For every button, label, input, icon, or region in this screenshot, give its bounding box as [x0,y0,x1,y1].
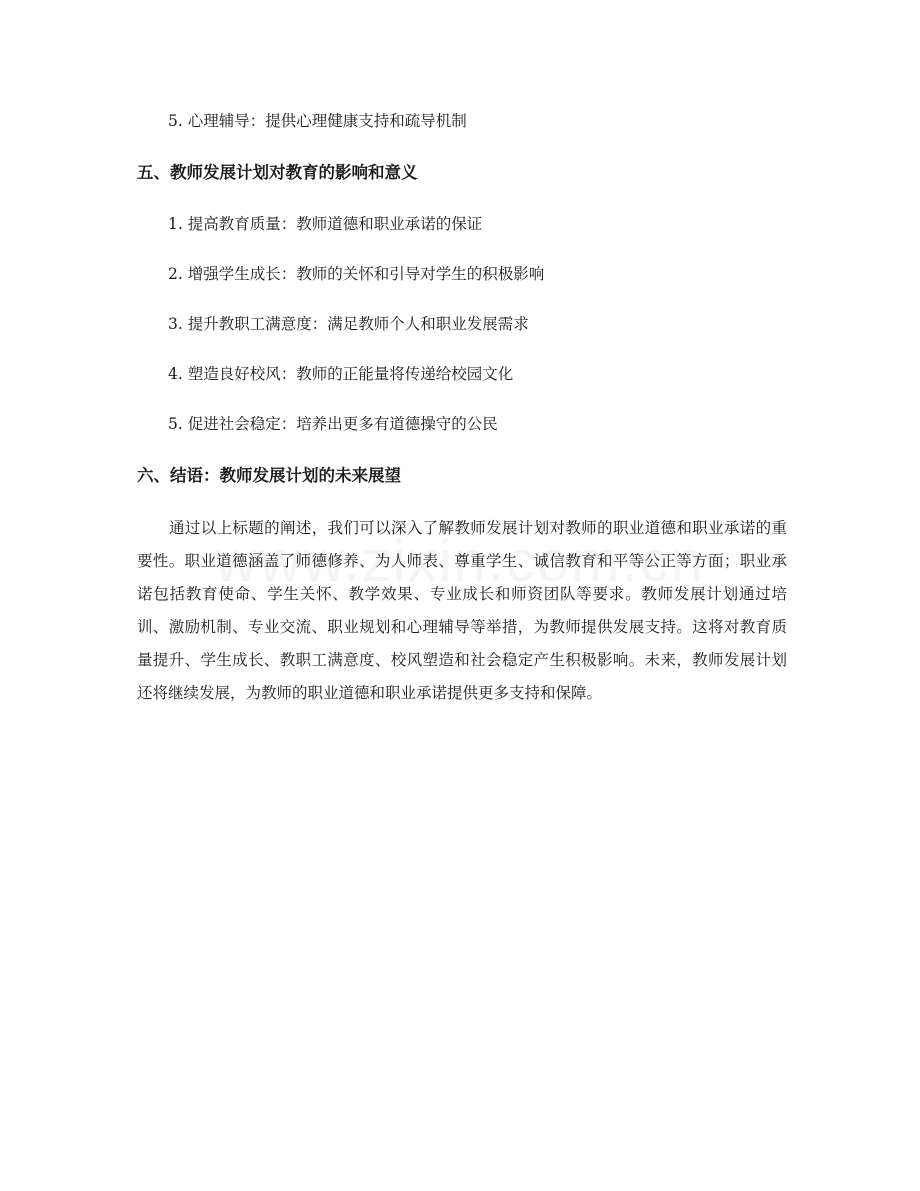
list-item-4: 4. 塑造良好校风：教师的正能量将传递给校园文化 [168,365,514,383]
conclusion-paragraph: 通过以上标题的阐述，我们可以深入了解教师发展计划对教师的职业道德和职业承诺的重要性。职业道德涵盖了师德修养、为人师表、尊重学生、诚信教育和平等公正等方面；职业承诺包括教育使命、学生关怀、教学效果、专业成长和师资团队等要求。教师发展计划通过培训、激励机制、专业交流、职业规划和心理辅导等举措，为教师提供发展支持。这将对教育质量提升、学生成长、教职工满意度、校风塑造和社会稳定产生积极影响。未来，教师发展计划还将继续发展，为教师的职业道德和职业承诺提供更多支持和保障。 [137,519,787,702]
section-heading-6: 六、结语：教师发展计划的未来展望 [137,466,401,485]
list-item-2: 2. 增强学生成长：教师的关怀和引导对学生的积极影响 [168,265,545,283]
list-item-1: 1. 提高教育质量：教师道德和职业承诺的保证 [168,215,483,233]
section-heading-5: 五、教师发展计划对教育的影响和意义 [137,163,418,182]
list-item-3: 3. 提升教职工满意度：满足教师个人和职业发展需求 [168,315,529,333]
list-item-psychological-counseling: 5. 心理辅导：提供心理健康支持和疏导机制 [168,112,467,130]
list-item-5: 5. 促进社会稳定：培养出更多有道德操守的公民 [168,415,498,433]
